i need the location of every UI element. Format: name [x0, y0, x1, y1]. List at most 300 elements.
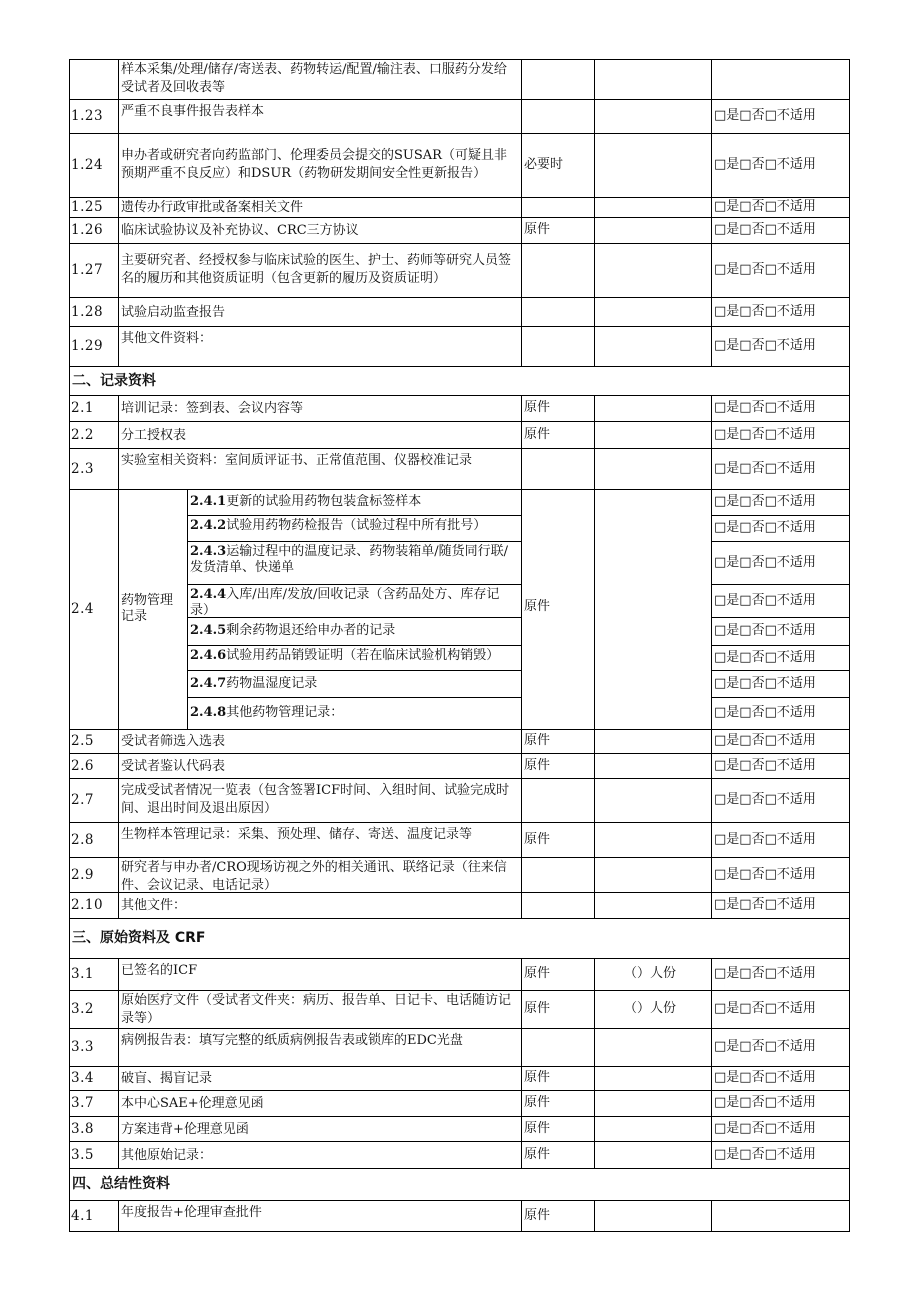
- check-options: □是□否□不适用: [714, 733, 816, 748]
- table-rule: [118, 489, 119, 729]
- check-options: □是□否□不适用: [714, 1039, 816, 1054]
- table-rule: [849, 1116, 850, 1141]
- table-rule: [118, 729, 119, 753]
- table-rule: [594, 99, 595, 133]
- table-rule: [594, 448, 595, 489]
- table-rule: [711, 1066, 712, 1090]
- table-rule: [594, 395, 595, 421]
- table-rule: [849, 1090, 850, 1116]
- table-rule: [118, 297, 119, 326]
- sub-item-text: 药物温湿度记录: [226, 675, 318, 691]
- table-rule: [849, 99, 850, 133]
- sub-rule: [711, 697, 850, 698]
- row-number: 2.2: [71, 426, 94, 443]
- table-rule: [69, 958, 70, 990]
- row-rule: [69, 892, 850, 893]
- table-rule: [849, 1200, 850, 1231]
- row-number: 3.3: [71, 1039, 94, 1055]
- check-options: □是□否□不适用: [714, 866, 816, 882]
- row-rule: [69, 729, 850, 730]
- sub-item: [190, 623, 518, 639]
- check-options: □是□否□不适用: [714, 303, 816, 319]
- table-rule: [521, 1200, 522, 1231]
- table-rule: [69, 778, 70, 822]
- table-rule: [521, 1066, 522, 1090]
- row-item: 研究者与申办者/CRO现场访视之外的相关通讯、联络记录（往来信件、会议记录、电话记录）: [121, 860, 507, 892]
- table-rule: [849, 1028, 850, 1066]
- sub-rule: [187, 541, 522, 542]
- table-rule: [118, 778, 119, 822]
- check-options: □是□否□不适用: [714, 966, 816, 981]
- table-rule: [711, 1090, 712, 1116]
- table-rule: [521, 489, 522, 729]
- table-rule: [594, 778, 595, 822]
- table-rule: [69, 243, 70, 297]
- sub-rule: [187, 515, 522, 516]
- row-number: 2.6: [71, 757, 94, 774]
- table-rule: [849, 753, 850, 778]
- table-rule: [521, 243, 522, 297]
- table-rule: [521, 133, 522, 197]
- row-item: 本中心SAE+伦理意见函: [121, 1096, 264, 1111]
- check-options: □是□否□不适用: [714, 460, 816, 476]
- table-rule: [521, 857, 522, 892]
- sub-rule: [711, 617, 850, 618]
- row-note: 原件: [524, 1001, 551, 1016]
- row-number: 1.26: [71, 222, 104, 238]
- table-rule: [521, 778, 522, 822]
- row-rule: [69, 326, 850, 327]
- row-rule: [69, 133, 850, 134]
- table-rule: [69, 326, 70, 366]
- row-note: 原件: [524, 599, 551, 614]
- row-rule: [69, 59, 850, 60]
- row-number: 1.28: [71, 303, 104, 320]
- table-rule: [711, 133, 712, 197]
- table-rule: [594, 822, 595, 857]
- row-number: 2.1: [71, 400, 94, 416]
- table-rule: [521, 990, 522, 1028]
- table-rule: [711, 395, 712, 421]
- row-number: 3.5: [71, 1146, 94, 1163]
- check-options: □是□否□不适用: [714, 623, 816, 638]
- check-options: □是□否□不适用: [714, 792, 816, 807]
- row-number: 2.4: [71, 601, 94, 617]
- row-item: 样本采集/处理/储存/寄送表、药物转运/配置/输注表、口服药分发给受试者及回收表等: [121, 62, 507, 95]
- row-rule: [69, 1141, 850, 1142]
- table-rule: [118, 197, 119, 217]
- table-rule: [849, 326, 850, 366]
- row-number: 3.1: [71, 966, 94, 982]
- table-rule: [711, 958, 712, 990]
- sub-code: 2.4.1: [190, 494, 227, 509]
- sub-rule: [187, 584, 522, 585]
- table-rule: [849, 59, 850, 99]
- table-rule: [118, 59, 119, 99]
- check-options: □是□否□不适用: [714, 1146, 816, 1162]
- table-rule: [849, 892, 850, 918]
- table-rule: [118, 1200, 119, 1231]
- table-rule: [711, 59, 712, 99]
- row-rule: [69, 958, 850, 959]
- row-note: 原件: [524, 757, 551, 773]
- table-rule: [521, 753, 522, 778]
- table-rule: [594, 1066, 595, 1090]
- sub-item-text: 试验用药物药检报告（试验过程中所有批号）: [226, 518, 487, 533]
- sub-code: 2.4.6: [190, 648, 227, 663]
- table-rule: [711, 217, 712, 243]
- sub-item: [190, 587, 518, 616]
- row-number: 1.29: [71, 338, 104, 354]
- row-number: 1.23: [71, 108, 104, 124]
- row-rule: [69, 1168, 850, 1169]
- table-rule: [594, 217, 595, 243]
- row-note: 原件: [524, 400, 551, 415]
- row-rule: [69, 822, 850, 823]
- table-rule: [118, 421, 119, 448]
- row-rule: [69, 197, 850, 198]
- table-rule: [521, 217, 522, 243]
- table-rule: [69, 133, 70, 197]
- table-rule: [849, 395, 850, 421]
- table-rule: [118, 958, 119, 990]
- sub-code: 2.4.8: [190, 705, 227, 720]
- table-rule: [521, 892, 522, 918]
- check-options: □是□否□不适用: [714, 705, 816, 720]
- table-rule: [594, 326, 595, 366]
- row-item: 方案违背+伦理意见函: [121, 1121, 249, 1137]
- table-rule: [849, 822, 850, 857]
- table-rule: [521, 448, 522, 489]
- row-item: 原始医疗文件（受试者文件夹：病历、报告单、日记卡、电话随访记录等）: [121, 993, 512, 1026]
- table-rule: [69, 489, 70, 729]
- table-rule: [711, 892, 712, 918]
- table-rule: [69, 1141, 70, 1168]
- table-rule: [711, 197, 712, 217]
- table-rule: [594, 729, 595, 753]
- table-rule: [521, 822, 522, 857]
- sub-rule: [187, 697, 522, 698]
- table-rule: [118, 395, 119, 421]
- row-number: 1.25: [71, 199, 104, 215]
- row-rule: [69, 1200, 850, 1201]
- table-rule: [849, 243, 850, 297]
- table-rule: [118, 1066, 119, 1090]
- row-rule: [69, 753, 850, 754]
- table-rule: [521, 59, 522, 99]
- table-rule: [849, 489, 850, 729]
- row-note: 原件: [524, 966, 551, 981]
- sub-code: 2.4.2: [190, 518, 227, 533]
- check-options: □是□否□不适用: [714, 757, 816, 773]
- sub-item-text: 运输过程中的温度记录、药物装箱单/随货同行联/发货清单、快递单: [190, 544, 508, 575]
- table-rule: [711, 448, 712, 489]
- table-rule: [521, 326, 522, 366]
- row-number: 2.5: [71, 733, 94, 749]
- table-rule: [594, 243, 595, 297]
- row-extra: （）人份: [624, 1001, 677, 1016]
- table-rule: [849, 990, 850, 1028]
- table-rule: [69, 197, 70, 217]
- table-rule: [711, 857, 712, 892]
- table-rule: [118, 448, 119, 489]
- table-rule: [118, 1116, 119, 1141]
- table-rule: [69, 918, 70, 958]
- sub-item: [190, 494, 518, 510]
- table-rule: [69, 395, 70, 421]
- table-rule: [69, 448, 70, 489]
- table-rule: [118, 133, 119, 197]
- check-options: □是□否□不适用: [714, 675, 816, 691]
- table-rule: [69, 892, 70, 918]
- sub-item-text: 剩余药物退还给申办者的记录: [226, 623, 396, 638]
- row-item: 临床试验协议及补充协议、CRC三方协议: [121, 223, 359, 238]
- table-rule: [594, 1200, 595, 1231]
- table-rule: [69, 822, 70, 857]
- row-item: 其他原始记录：: [121, 1147, 213, 1163]
- sub-code: 2.4.4: [190, 587, 227, 602]
- row-rule: [69, 297, 850, 298]
- table-rule: [849, 958, 850, 990]
- row-rule: [69, 217, 850, 218]
- table-rule: [711, 297, 712, 326]
- table-rule: [594, 1141, 595, 1168]
- row-note: 原件: [524, 831, 551, 847]
- row-number: 1.24: [71, 157, 104, 173]
- section-heading: 二、记录资料: [72, 372, 156, 389]
- table-rule: [849, 366, 850, 395]
- table-rule: [594, 857, 595, 892]
- table-rule: [521, 297, 522, 326]
- table-rule: [594, 297, 595, 326]
- table-rule: [849, 133, 850, 197]
- table-rule: [521, 958, 522, 990]
- row-rule: [69, 243, 850, 244]
- row-item: 实验室相关资料：室间质评证书、正常值范围、仪器校准记录: [121, 453, 473, 468]
- row-item: 完成受试者情况一览表（包含签署ICF时间、入组时间、试验完成时间、退出时间及退出原因）: [121, 783, 510, 816]
- row-number: 2.9: [71, 866, 94, 883]
- check-options: □是□否□不适用: [714, 262, 816, 277]
- table-rule: [69, 857, 70, 892]
- row-rule: [69, 448, 850, 449]
- table-rule: [594, 1090, 595, 1116]
- row-item: 其他文件：: [121, 898, 187, 913]
- check-options: □是□否□不适用: [714, 222, 816, 237]
- table-rule: [521, 99, 522, 133]
- table-rule: [849, 1141, 850, 1168]
- row-item: 申办者或研究者向药监部门、伦理委员会提交的SUSAR（可疑且非预期严重不良反应）和DSUR（药物研发期间安全性更新报告）: [121, 148, 507, 181]
- table-rule: [521, 1116, 522, 1141]
- table-rule: [521, 1090, 522, 1116]
- table-rule: [711, 489, 712, 729]
- sub-code: 2.4.5: [190, 623, 227, 638]
- row-extra: （）人份: [624, 966, 677, 981]
- row-number: 3.8: [71, 1120, 94, 1137]
- sub-item: [190, 676, 518, 692]
- table-rule: [521, 197, 522, 217]
- row-number: 2.7: [71, 792, 94, 808]
- table-rule: [69, 366, 70, 395]
- row-note: 原件: [524, 1070, 551, 1085]
- row-number: 4.1: [71, 1207, 94, 1224]
- check-options: □是□否□不适用: [714, 400, 816, 415]
- table-rule: [711, 753, 712, 778]
- row-note: 原件: [524, 1095, 551, 1110]
- table-rule: [521, 395, 522, 421]
- table-rule: [118, 892, 119, 918]
- row-rule: [69, 395, 850, 396]
- table-rule: [69, 217, 70, 243]
- check-options: □是□否□不适用: [714, 520, 816, 535]
- table-rule: [118, 1141, 119, 1168]
- row-note: 必要时: [524, 157, 564, 172]
- row-item: 生物样本管理记录：采集、预处理、储存、寄送、温度记录等: [121, 827, 473, 842]
- row-note: 原件: [524, 1146, 551, 1162]
- row-rule: [69, 990, 850, 991]
- table-rule: [594, 1116, 595, 1141]
- table-rule: [594, 753, 595, 778]
- table-rule: [711, 778, 712, 822]
- check-options: □是□否□不适用: [714, 1070, 816, 1085]
- table-rule: [849, 1168, 850, 1200]
- row-note: 原件: [524, 733, 551, 748]
- sub-rule: [711, 670, 850, 671]
- table-rule: [849, 918, 850, 958]
- row-rule: [69, 918, 850, 919]
- table-rule: [69, 1066, 70, 1090]
- table-rule: [849, 729, 850, 753]
- sub-item-text: 更新的试验用药物包装盒标签样本: [226, 494, 422, 509]
- table-rule: [711, 243, 712, 297]
- table-rule: [69, 421, 70, 448]
- check-options: □是□否□不适用: [714, 897, 816, 912]
- check-options: □是□否□不适用: [714, 554, 816, 570]
- check-options: □是□否□不适用: [714, 831, 816, 847]
- row-item: 严重不良事件报告表样本: [121, 104, 265, 119]
- group-label: 药物管理记录: [121, 593, 174, 624]
- sub-code: 2.4.3: [190, 544, 227, 559]
- table-rule: [594, 958, 595, 990]
- table-rule: [849, 1066, 850, 1090]
- table-rule: [118, 1028, 119, 1066]
- table-rule: [118, 753, 119, 778]
- row-note: 原件: [524, 426, 551, 442]
- row-number: 2.8: [71, 831, 94, 848]
- section-heading: 三、原始资料及 CRF: [72, 930, 206, 946]
- row-item: 年度报告+伦理审查批件: [121, 1205, 262, 1220]
- row-note: 原件: [524, 1207, 551, 1223]
- table-rule: [521, 1028, 522, 1066]
- row-number: 3.7: [71, 1095, 94, 1111]
- table-rule: [711, 990, 712, 1028]
- sub-rule: [711, 584, 850, 585]
- row-item: 其他文件资料：: [121, 331, 213, 346]
- row-number: 2.3: [71, 460, 94, 477]
- table-rule: [711, 1141, 712, 1168]
- table-rule: [118, 857, 119, 892]
- table-rule: [849, 297, 850, 326]
- row-item: 试验启动监查报告: [121, 304, 226, 320]
- row-item: 遗传办行政审批或备案相关文件: [121, 200, 304, 215]
- table-rule: [69, 1028, 70, 1066]
- row-item: 已签名的ICF: [121, 963, 198, 978]
- row-item: 病例报告表：填写完整的纸质病例报告表或锁库的EDC光盘: [121, 1033, 463, 1048]
- check-options: □是□否□不适用: [714, 426, 816, 442]
- sub-item-text: 其他药物管理记录：: [226, 705, 344, 720]
- row-rule: [69, 421, 850, 422]
- row-item: 主要研究者、经授权参与临床试验的医生、护士、药师等研究人员签名的履历和其他资质证明（包含更新的履历及资质证明）: [121, 253, 512, 286]
- table-rule: [594, 892, 595, 918]
- table-rule: [711, 99, 712, 133]
- table-rule: [849, 857, 850, 892]
- table-rule: [849, 778, 850, 822]
- table-bottom-rule: [69, 1231, 850, 1232]
- row-rule: [69, 1090, 850, 1091]
- row-item: 分工授权表: [121, 427, 187, 443]
- table-rule: [521, 421, 522, 448]
- check-options: □是□否□不适用: [714, 338, 816, 353]
- sub-rule: [711, 645, 850, 646]
- check-options: □是□否□不适用: [714, 157, 816, 172]
- sub-item: [190, 544, 518, 576]
- table-rule: [118, 990, 119, 1028]
- table-rule: [118, 326, 119, 366]
- table-rule: [69, 990, 70, 1028]
- table-rule: [69, 99, 70, 133]
- check-options: □是□否□不适用: [714, 199, 816, 214]
- sub-rule: [187, 617, 522, 618]
- sub-code: 2.4.7: [190, 675, 227, 691]
- row-number: 1.27: [71, 262, 104, 278]
- table-rule: [69, 729, 70, 753]
- sub-rule: [711, 541, 850, 542]
- table-rule: [69, 59, 70, 99]
- table-rule: [69, 1200, 70, 1231]
- row-item: 破盲、揭盲记录: [121, 1071, 213, 1086]
- row-item: 受试者鉴认代码表: [121, 758, 226, 774]
- check-options: □是□否□不适用: [714, 108, 816, 123]
- table-rule: [118, 822, 119, 857]
- table-rule: [594, 1028, 595, 1066]
- table-rule: [594, 133, 595, 197]
- table-rule: [594, 489, 595, 729]
- table-rule: [711, 822, 712, 857]
- row-number: 3.2: [71, 1001, 94, 1017]
- table-rule: [849, 421, 850, 448]
- table-rule: [118, 99, 119, 133]
- check-options: □是□否□不适用: [714, 592, 816, 608]
- check-options: □是□否□不适用: [714, 1095, 816, 1110]
- table-rule: [849, 448, 850, 489]
- check-options: □是□否□不适用: [714, 1120, 816, 1136]
- table-rule: [849, 197, 850, 217]
- row-rule: [69, 857, 850, 858]
- sub-item: [190, 648, 518, 664]
- table-rule: [118, 217, 119, 243]
- table-rule: [711, 1116, 712, 1141]
- row-number: 3.4: [71, 1070, 94, 1086]
- table-rule: [594, 59, 595, 99]
- row-note: 原件: [524, 1120, 551, 1136]
- sub-rule: [187, 670, 522, 671]
- table-rule: [69, 1168, 70, 1200]
- table-rule: [849, 217, 850, 243]
- table-rule: [69, 1090, 70, 1116]
- row-rule: [69, 778, 850, 779]
- table-rule: [521, 729, 522, 753]
- row-rule: [69, 1116, 850, 1117]
- row-note: 原件: [524, 222, 551, 237]
